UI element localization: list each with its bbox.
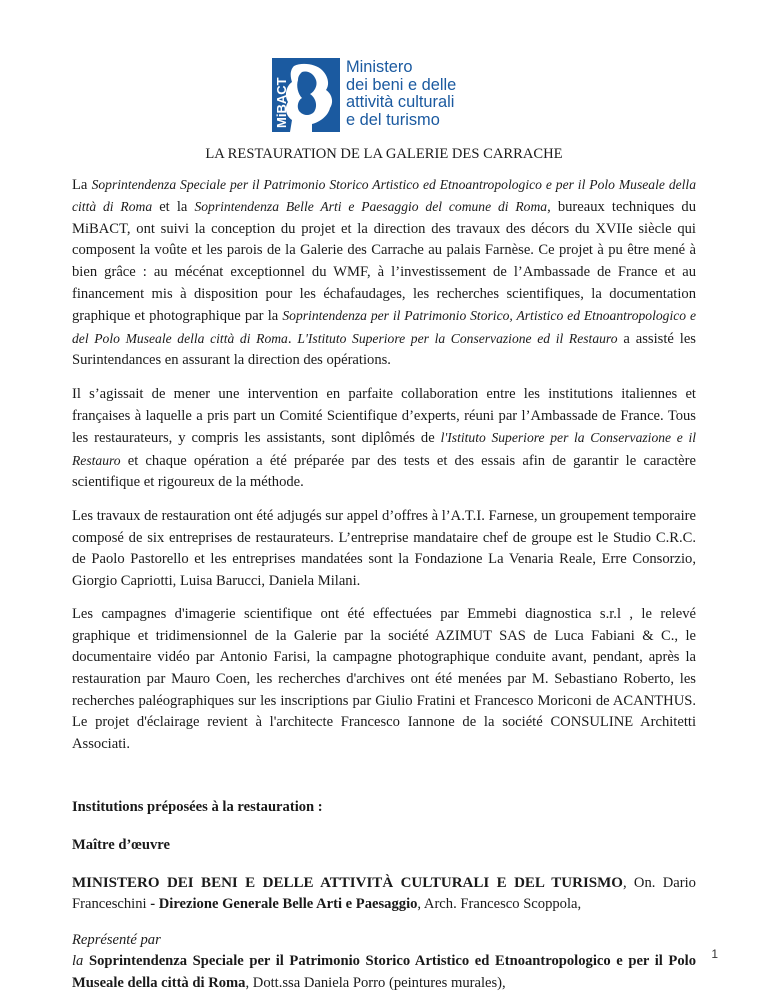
represented-by-entry: la Soprintendenza Speciale per il Patrimonio Storico Artistico ed Etnoantropologico e per il Polo Museale della città di Roma, Dott.ssa Daniela Porro (peintures murales), [72,953,696,991]
logo-wordmark [346,58,456,132]
institution-name: Soprintendenza Belle Arti e Paesaggio del comune di Roma [194,199,548,215]
svg-text:MiBACT: MiBACT [274,77,289,128]
logo-line: e del turismo [346,110,440,129]
direction-name: - Direzione Generale Belle Arti e Paesaggio [150,896,418,913]
institution-name: l'Istituto Superiore per la Conservazione e il Restauro [72,430,696,468]
institution-name: Soprintendenza Speciale per il Patrimonio Storico Artistico ed Etnoantropologico e per il Polo Museale della città di Roma [72,176,696,215]
logo-line: dei beni e delle [346,75,457,94]
mibact-logo [272,58,508,132]
institution-name: L'Istituto Superiore per la Conservazione ed il Restauro [297,330,618,346]
text-run: , bureaux techniques du MiBACT, ont suivi la conception du projet et la direction des travaux des décors du XVIIe siècle qui composent la voûte et les parois de la Galerie des Carrache au palais Farnèse. Ce projet à pu être mené à bien grâce : au mécénat exceptionnel du WMF, à l’investissement de l’Ambassade de France et au financement mis à disposition pour les échafaudages, les recherches scientifiques, la documentation graphique et photographique par la [72,199,696,325]
institution-name: Soprintendenza per il Patrimonio Storico, Artistico ed Etnoantropologico e del Polo Museale della città di Roma [72,308,697,346]
mibact-emblem-icon [272,58,340,132]
text-run: La [72,176,92,193]
represented-by-label: Représenté par [72,931,161,948]
document-title: LA RESTAURATION DE LA GALERIE DES CARRACHE [205,146,563,162]
paragraph-intro [72,174,696,372]
paragraph-collaboration [72,384,696,494]
ministry-entry [72,873,696,916]
text-run: , Arch. Francesco Scoppola, [417,896,582,913]
text-run: Il s’agissait de mener une intervention en parfaite collaboration entre les institutions italiennes et françaises à laquelle a pris part un Comité Scientifique d’experts, réuni par l’Ambassade de France. Tous les restaurateurs, y compris les assistants, sont diplômés de [72,385,696,447]
section-heading-maitre: Maître d’œuvre [72,837,170,854]
text-run: a assisté les Surintendances en assurant la direction des opérations. [72,330,696,369]
page-number: 1 [711,947,718,961]
text-run: , Dott.ssa Daniela Porro (peintures murales), [245,975,506,991]
text-run: , On. Dario Franceschini [72,874,696,913]
section-heading-institutions: Institutions préposées à la restauration : [72,799,323,816]
text-run: . [287,330,298,347]
paragraph-campaigns: Les campagnes d'imagerie scientifique ont été effectuées par Emmebi diagnostica s.r.l , le relevé graphique et tridimensionnel de la Galerie par la société AZIMUT SAS de Luca Fabiani & C., le documentaire vidéo par Antonio Farisi, la campagne photographique conduite avant, pendant, après la restauration par Mauro Coen, les recherches d'archives ont été menées par M. Sebastiano Roberto, les recherches paléographiques sur les inscriptions par Giulio Fratini et Francesco Moriconi de ACANTHUS. Le projet d'éclairage revient à l'architecte Francesco Iannone de la société CONSULINE Architetti Associati. [72,606,696,752]
institution-name: Soprintendenza Speciale per il Patrimonio Storico Artistico ed Etnoantropologico e per il Polo Museale della città di Roma [72,953,696,991]
paragraph-works: Les travaux de restauration ont été adjugés sur appel d’offres à l’A.T.I. Farnese, un groupement temporaire composé de six entreprises de restaurateurs. L’entreprise mandataire chef de groupe est le Studio C.R.C. de Paolo Pastorello et les entreprises mandatées sont la Fondazione La Venaria Reale, Erre Consorzio, Giorgio Capriotti, Luisa Barucci, Daniela Milani. [72,507,696,589]
logo-line: Ministero [346,58,413,76]
document-body [72,144,696,995]
text-run: et la [152,199,195,216]
text-run: et chaque opération a été préparée par des tests et des essais afin de garantir le caractère scientifique et rigoureux de la méthode. [72,452,696,491]
ministry-name: MINISTERO DEI BENI E DELLE ATTIVITÀ CULTURALI E DEL TURISMO [72,874,623,891]
logo-line: attività culturali [346,93,455,111]
